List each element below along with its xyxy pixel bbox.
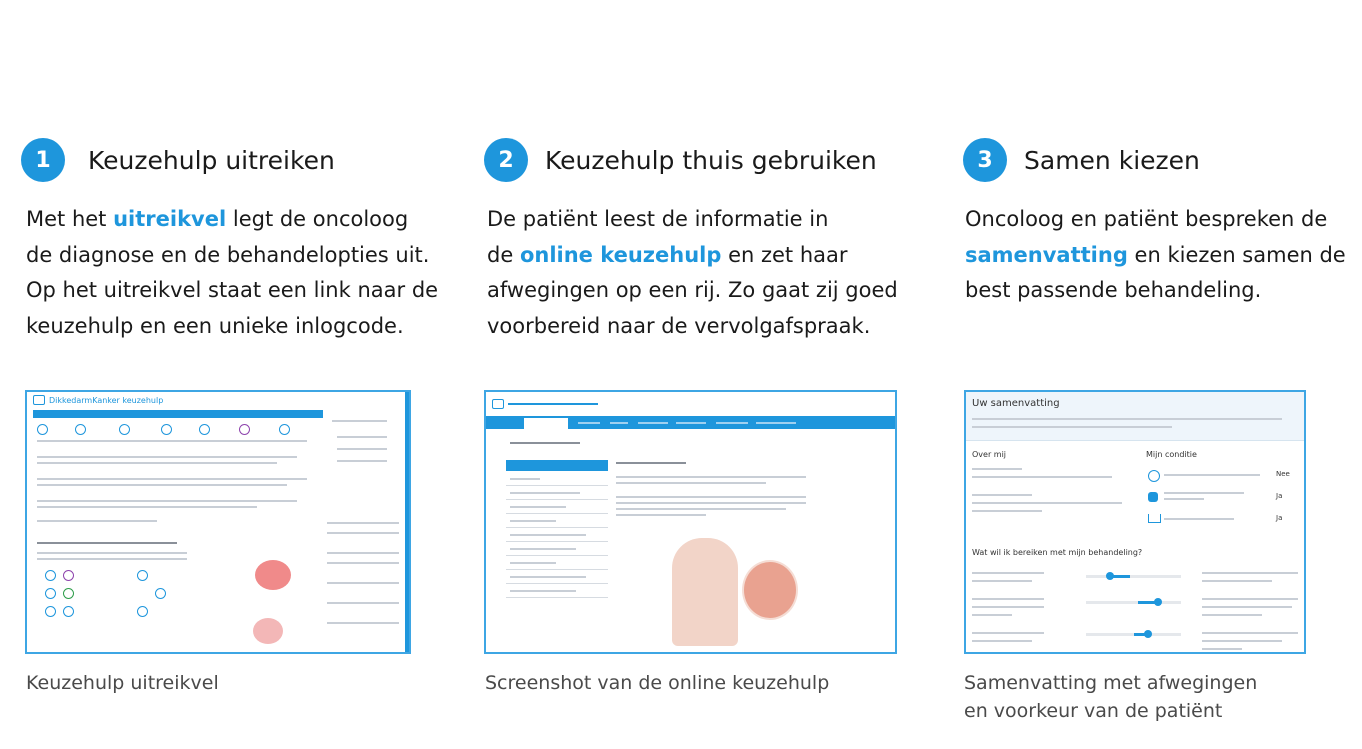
colon-detail-illustration-icon (742, 560, 798, 620)
step-3-description (965, 202, 1346, 309)
step-2-description (487, 202, 898, 344)
summary-intro-line (972, 418, 1282, 420)
step-2-number-badge: 2 (484, 138, 528, 182)
nav-tab[interactable] (524, 418, 568, 429)
step-2-line-1: De patiënt leest de informatie in (487, 207, 829, 231)
page-heading-line (510, 442, 580, 444)
caption-samenvatting: Samenvatting met afwegingen en voorkeur van de patiënt (964, 672, 1258, 722)
uitreikvel-header (27, 392, 409, 408)
summary-conditie-heading: Mijn conditie (1146, 450, 1197, 459)
preference-slider[interactable] (1086, 601, 1181, 604)
samenvatting-thumbnail[interactable] (964, 390, 1306, 654)
summary-title: Uw samenvatting (972, 398, 1060, 409)
step-1-header (21, 138, 335, 182)
keuzehulp-logo-icon (33, 395, 45, 405)
uitreikvel-link[interactable]: uitreikvel (113, 207, 227, 231)
online-keuzehulp-thumbnail[interactable] (484, 390, 897, 654)
step-3-header (963, 138, 1200, 182)
step-1-line-2: de diagnose en de behandelopties uit. (26, 242, 430, 267)
step-2-header (484, 138, 877, 182)
anatomy-illustration-icon (672, 538, 738, 646)
person-icon (1148, 492, 1158, 502)
stopwatch-icon (1148, 470, 1160, 482)
step-3-number-badge: 3 (963, 138, 1007, 182)
answer-1: Nee (1276, 470, 1290, 478)
step-2-line-3: afwegingen op een rij. Zo gaat zij goed (487, 278, 898, 302)
uitreikvel-banner (33, 410, 323, 418)
uitreikvel-sidebar-bar (405, 392, 411, 654)
summary-over-mij-heading: Over mij (972, 450, 1007, 459)
step-1-description (26, 202, 438, 344)
step-1-line-3: Op het uitreikvel staat een link naar de (26, 278, 439, 302)
online-keuzehulp-link[interactable]: online keuzehulp (519, 242, 722, 267)
step-3-line-1: Oncoloog en patiënt bespreken de (965, 207, 1328, 231)
step-2-title: Keuzehulp thuis gebruiken (545, 145, 877, 175)
answer-2: Ja (1276, 492, 1283, 500)
caption-online-keuzehulp: Screenshot van de online keuzehulp (485, 672, 830, 694)
intestine-illustration-icon (255, 560, 291, 590)
side-menu-active-item[interactable] (506, 460, 608, 471)
step-2-line-2: de online keuzehulp en zet haar (487, 242, 848, 267)
uitreikvel-thumbnail[interactable] (25, 390, 411, 654)
step-3-line-3: best passende behandeling. (965, 278, 1262, 302)
step-1-number-badge: 1 (21, 138, 65, 182)
summary-goals-heading: Wat wil ik bereiken met mijn behandeling? (972, 548, 1143, 557)
keuzehulp-site-header (486, 396, 895, 412)
step-1-line-4: keuzehulp en een unieke inlogcode. (26, 313, 404, 338)
answer-3: Ja (1276, 514, 1283, 522)
step-3-line-2: samenvatting en kiezen samen de (965, 242, 1346, 267)
shopping-cart-icon (1148, 514, 1161, 523)
summary-intro-line-2 (972, 426, 1172, 428)
step-3-title: Samen kiezen (1024, 145, 1200, 175)
step-2-line-4: voorbereid naar de vervolgafspraak. (487, 313, 871, 338)
intestine-illustration-icon-2 (253, 618, 283, 644)
samenvatting-link[interactable]: samenvatting (965, 242, 1128, 267)
preference-slider[interactable] (1086, 575, 1181, 578)
step-1-title: Keuzehulp uitreiken (88, 145, 335, 175)
site-logo-icon (492, 399, 504, 409)
uitreikvel-title: DikkedarmKanker keuzehulp (49, 395, 164, 405)
preference-slider[interactable] (1086, 633, 1181, 636)
step-1-line-1: Met het uitreikvel legt de oncoloog (26, 207, 409, 231)
caption-uitreikvel: Keuzehulp uitreikvel (26, 672, 219, 694)
